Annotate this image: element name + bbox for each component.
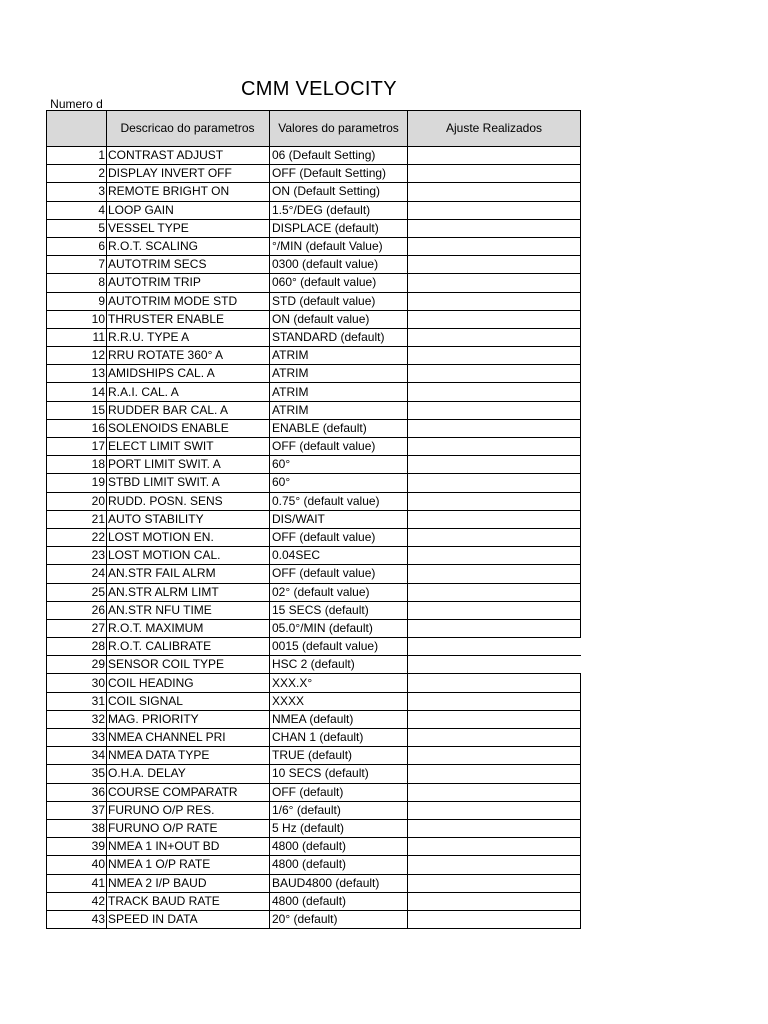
parameter-value: NMEA (default) <box>270 710 408 728</box>
table-row <box>47 838 581 856</box>
parameter-number: 5 <box>47 219 107 237</box>
parameter-description: ELECT LIMIT SWIT <box>107 438 270 456</box>
table-row <box>47 165 581 183</box>
parameter-number: 9 <box>47 292 107 310</box>
parameter-value: HSC 2 (default) <box>270 656 408 674</box>
parameter-number: 22 <box>47 528 107 546</box>
parameter-number: 21 <box>47 510 107 528</box>
parameter-description: COURSE COMPARATR <box>107 783 270 801</box>
adjustment-cell <box>408 401 581 419</box>
adjustment-cell <box>408 474 581 492</box>
adjustment-cell <box>408 219 581 237</box>
parameter-number: 43 <box>47 910 107 928</box>
header-description: Descricao do parametros <box>107 111 270 147</box>
parameter-number: 7 <box>47 256 107 274</box>
parameter-value: 1/6° (default) <box>270 801 408 819</box>
parameter-description: AN.STR FAIL ALRM <box>107 565 270 583</box>
parameter-value: ON (Default Setting) <box>270 183 408 201</box>
parameter-number: 28 <box>47 638 107 656</box>
parameter-value: 20° (default) <box>270 910 408 928</box>
adjustment-cell <box>408 874 581 892</box>
adjustment-cell <box>408 619 581 637</box>
table-row <box>47 237 581 255</box>
table-row <box>47 692 581 710</box>
parameter-description: STBD LIMIT SWIT. A <box>107 474 270 492</box>
parameter-value: OFF (default value) <box>270 528 408 546</box>
parameter-number: 20 <box>47 492 107 510</box>
table-row <box>47 656 581 674</box>
parameter-number: 12 <box>47 347 107 365</box>
table-row <box>47 292 581 310</box>
parameter-value: ATRIM <box>270 347 408 365</box>
parameter-value: OFF (default value) <box>270 565 408 583</box>
parameter-description: REMOTE BRIGHT ON <box>107 183 270 201</box>
parameter-number: 24 <box>47 565 107 583</box>
adjustment-cell <box>408 710 581 728</box>
adjustment-cell <box>408 419 581 437</box>
parameter-value: DISPLACE (default) <box>270 219 408 237</box>
adjustment-cell <box>408 510 581 528</box>
table-row <box>47 219 581 237</box>
table-row <box>47 765 581 783</box>
table-row <box>47 856 581 874</box>
table-row <box>47 201 581 219</box>
table-row <box>47 456 581 474</box>
parameter-number: 14 <box>47 383 107 401</box>
parameter-number: 42 <box>47 892 107 910</box>
adjustment-cell <box>408 638 581 656</box>
parameter-value: 1.5°/DEG (default) <box>270 201 408 219</box>
table-header-row <box>47 111 581 147</box>
table-row <box>47 383 581 401</box>
parameter-value: ATRIM <box>270 365 408 383</box>
adjustment-cell <box>408 383 581 401</box>
adjustment-cell <box>408 256 581 274</box>
parameter-value: ENABLE (default) <box>270 419 408 437</box>
parameter-value: 06 (Default Setting) <box>270 147 408 165</box>
adjustment-cell <box>408 547 581 565</box>
parameter-description: SOLENOIDS ENABLE <box>107 419 270 437</box>
adjustment-cell <box>408 674 581 692</box>
table-row <box>47 583 581 601</box>
parameter-description: AUTO STABILITY <box>107 510 270 528</box>
adjustment-cell <box>408 601 581 619</box>
parameter-description: VESSEL TYPE <box>107 219 270 237</box>
table-row <box>47 601 581 619</box>
adjustment-cell <box>408 910 581 928</box>
table-row <box>47 547 581 565</box>
parameter-description: AN.STR NFU TIME <box>107 601 270 619</box>
parameter-description: NMEA 2 I/P BAUD <box>107 874 270 892</box>
adjustment-cell <box>408 856 581 874</box>
parameter-value: OFF (Default Setting) <box>270 165 408 183</box>
parameter-description: RUDD. POSN. SENS <box>107 492 270 510</box>
table-row <box>47 729 581 747</box>
table-row <box>47 892 581 910</box>
table-row <box>47 438 581 456</box>
parameter-description: LOOP GAIN <box>107 201 270 219</box>
parameter-number: 26 <box>47 601 107 619</box>
table-row <box>47 638 581 656</box>
parameter-number: 11 <box>47 328 107 346</box>
parameter-description: LOST MOTION CAL. <box>107 547 270 565</box>
parameter-description: FURUNO O/P RES. <box>107 801 270 819</box>
parameter-number: 33 <box>47 729 107 747</box>
adjustment-cell <box>408 528 581 546</box>
parameter-number: 16 <box>47 419 107 437</box>
parameter-description: AMIDSHIPS CAL. A <box>107 365 270 383</box>
parameter-description: COIL HEADING <box>107 674 270 692</box>
table-row <box>47 365 581 383</box>
parameter-description: NMEA 1 IN+OUT BD <box>107 838 270 856</box>
parameter-value: 10 SECS (default) <box>270 765 408 783</box>
parameter-value: ATRIM <box>270 401 408 419</box>
number-column-header: Numero d <box>50 97 103 111</box>
adjustment-cell <box>408 783 581 801</box>
parameter-description: R.A.I. CAL. A <box>107 383 270 401</box>
adjustment-cell <box>408 838 581 856</box>
parameter-value: ATRIM <box>270 383 408 401</box>
adjustment-cell <box>408 292 581 310</box>
parameter-description: SENSOR COIL TYPE <box>107 656 270 674</box>
table-row <box>47 528 581 546</box>
parameter-description: THRUSTER ENABLE <box>107 310 270 328</box>
parameter-value: 5 Hz (default) <box>270 819 408 837</box>
table-row <box>47 710 581 728</box>
adjustment-cell <box>408 565 581 583</box>
parameter-number: 27 <box>47 619 107 637</box>
adjustment-cell <box>408 347 581 365</box>
adjustment-cell <box>408 183 581 201</box>
table-row <box>47 910 581 928</box>
parameter-description: NMEA 1 O/P RATE <box>107 856 270 874</box>
parameter-value: 0.75° (default value) <box>270 492 408 510</box>
parameter-description: LOST MOTION EN. <box>107 528 270 546</box>
parameter-value: OFF (default value) <box>270 438 408 456</box>
parameter-value: ON (default value) <box>270 310 408 328</box>
parameter-description: R.O.T. SCALING <box>107 237 270 255</box>
adjustment-cell <box>408 147 581 165</box>
adjustment-cell <box>408 892 581 910</box>
parameter-value: 0.04SEC <box>270 547 408 565</box>
parameter-value: 0300 (default value) <box>270 256 408 274</box>
adjustment-cell <box>408 801 581 819</box>
parameter-value: 60° <box>270 474 408 492</box>
header-adjust: Ajuste Realizados <box>408 111 581 147</box>
table-row <box>47 783 581 801</box>
parameter-number: 31 <box>47 692 107 710</box>
adjustment-cell <box>408 237 581 255</box>
adjustment-cell <box>408 765 581 783</box>
parameter-description: R.O.T. CALIBRATE <box>107 638 270 656</box>
parameter-value: DIS/WAIT <box>270 510 408 528</box>
adjustment-cell <box>408 438 581 456</box>
table-row <box>47 256 581 274</box>
adjustment-cell <box>408 492 581 510</box>
adjustment-cell <box>408 819 581 837</box>
parameter-description: NMEA DATA TYPE <box>107 747 270 765</box>
adjustment-cell <box>408 456 581 474</box>
adjustment-cell <box>408 656 581 674</box>
parameter-value: CHAN 1 (default) <box>270 729 408 747</box>
parameter-value: BAUD4800 (default) <box>270 874 408 892</box>
parameter-number: 2 <box>47 165 107 183</box>
parameter-description: CONTRAST ADJUST <box>107 147 270 165</box>
parameter-number: 3 <box>47 183 107 201</box>
parameter-number: 29 <box>47 656 107 674</box>
parameter-number: 6 <box>47 237 107 255</box>
parameter-value: 0015 (default value) <box>270 638 408 656</box>
parameter-number: 36 <box>47 783 107 801</box>
parameter-number: 19 <box>47 474 107 492</box>
parameter-value: 060° (default value) <box>270 274 408 292</box>
parameter-description: DISPLAY INVERT OFF <box>107 165 270 183</box>
parameter-description: SPEED IN DATA <box>107 910 270 928</box>
table-row <box>47 747 581 765</box>
header-number-cell <box>47 111 107 147</box>
adjustment-cell <box>408 310 581 328</box>
parameter-value: 4800 (default) <box>270 892 408 910</box>
table-row <box>47 147 581 165</box>
table-row <box>47 874 581 892</box>
parameter-description: AUTOTRIM MODE STD <box>107 292 270 310</box>
parameter-value: 15 SECS (default) <box>270 601 408 619</box>
table-row <box>47 510 581 528</box>
parameter-description: AUTOTRIM TRIP <box>107 274 270 292</box>
table-row <box>47 674 581 692</box>
parameter-number: 17 <box>47 438 107 456</box>
table-row <box>47 565 581 583</box>
page-title: CMM VELOCITY <box>241 78 397 100</box>
parameter-description: COIL SIGNAL <box>107 692 270 710</box>
parameter-description: RUDDER BAR CAL. A <box>107 401 270 419</box>
parameter-value: 4800 (default) <box>270 838 408 856</box>
table-row <box>47 183 581 201</box>
table-row <box>47 328 581 346</box>
parameter-number: 8 <box>47 274 107 292</box>
parameter-value: XXX.X° <box>270 674 408 692</box>
parameter-description: NMEA CHANNEL PRI <box>107 729 270 747</box>
parameter-number: 25 <box>47 583 107 601</box>
parameter-description: RRU ROTATE 360° A <box>107 347 270 365</box>
parameter-number: 23 <box>47 547 107 565</box>
adjustment-cell <box>408 328 581 346</box>
parameter-description: AN.STR ALRM LIMT <box>107 583 270 601</box>
parameter-number: 41 <box>47 874 107 892</box>
parameter-description: R.O.T. MAXIMUM <box>107 619 270 637</box>
header-values: Valores do parametros <box>270 111 408 147</box>
parameter-description: MAG. PRIORITY <box>107 710 270 728</box>
adjustment-cell <box>408 365 581 383</box>
table-row <box>47 619 581 637</box>
parameter-description: O.H.A. DELAY <box>107 765 270 783</box>
parameter-number: 10 <box>47 310 107 328</box>
parameter-value: 4800 (default) <box>270 856 408 874</box>
parameter-description: AUTOTRIM SECS <box>107 256 270 274</box>
parameter-value: OFF (default) <box>270 783 408 801</box>
parameter-value: TRUE (default) <box>270 747 408 765</box>
parameter-number: 18 <box>47 456 107 474</box>
parameter-number: 40 <box>47 856 107 874</box>
parameter-number: 34 <box>47 747 107 765</box>
parameter-value: 02° (default value) <box>270 583 408 601</box>
parameter-number: 15 <box>47 401 107 419</box>
parameter-number: 37 <box>47 801 107 819</box>
parameter-number: 30 <box>47 674 107 692</box>
parameter-description: PORT LIMIT SWIT. A <box>107 456 270 474</box>
parameter-value: XXXX <box>270 692 408 710</box>
adjustment-cell <box>408 201 581 219</box>
table-row <box>47 474 581 492</box>
adjustment-cell <box>408 165 581 183</box>
parameter-description: TRACK BAUD RATE <box>107 892 270 910</box>
table-row <box>47 347 581 365</box>
table-row <box>47 492 581 510</box>
adjustment-cell <box>408 747 581 765</box>
parameter-number: 39 <box>47 838 107 856</box>
adjustment-cell <box>408 729 581 747</box>
parameter-value: 60° <box>270 456 408 474</box>
table-row <box>47 274 581 292</box>
table-row <box>47 419 581 437</box>
parameter-number: 4 <box>47 201 107 219</box>
parameter-number: 38 <box>47 819 107 837</box>
parameter-value: STD (default value) <box>270 292 408 310</box>
parameter-number: 1 <box>47 147 107 165</box>
table-row <box>47 801 581 819</box>
adjustment-cell <box>408 583 581 601</box>
parameter-value: STANDARD (default) <box>270 328 408 346</box>
table-row <box>47 819 581 837</box>
adjustment-cell <box>408 274 581 292</box>
parameter-number: 32 <box>47 710 107 728</box>
table-row <box>47 401 581 419</box>
table-row <box>47 310 581 328</box>
parameter-number: 13 <box>47 365 107 383</box>
parameters-table <box>46 110 581 929</box>
parameter-number: 35 <box>47 765 107 783</box>
adjustment-cell <box>408 692 581 710</box>
parameter-description: FURUNO O/P RATE <box>107 819 270 837</box>
parameter-value: 05.0°/MIN (default) <box>270 619 408 637</box>
parameter-description: R.R.U. TYPE A <box>107 328 270 346</box>
parameter-value: °/MIN (default Value) <box>270 237 408 255</box>
